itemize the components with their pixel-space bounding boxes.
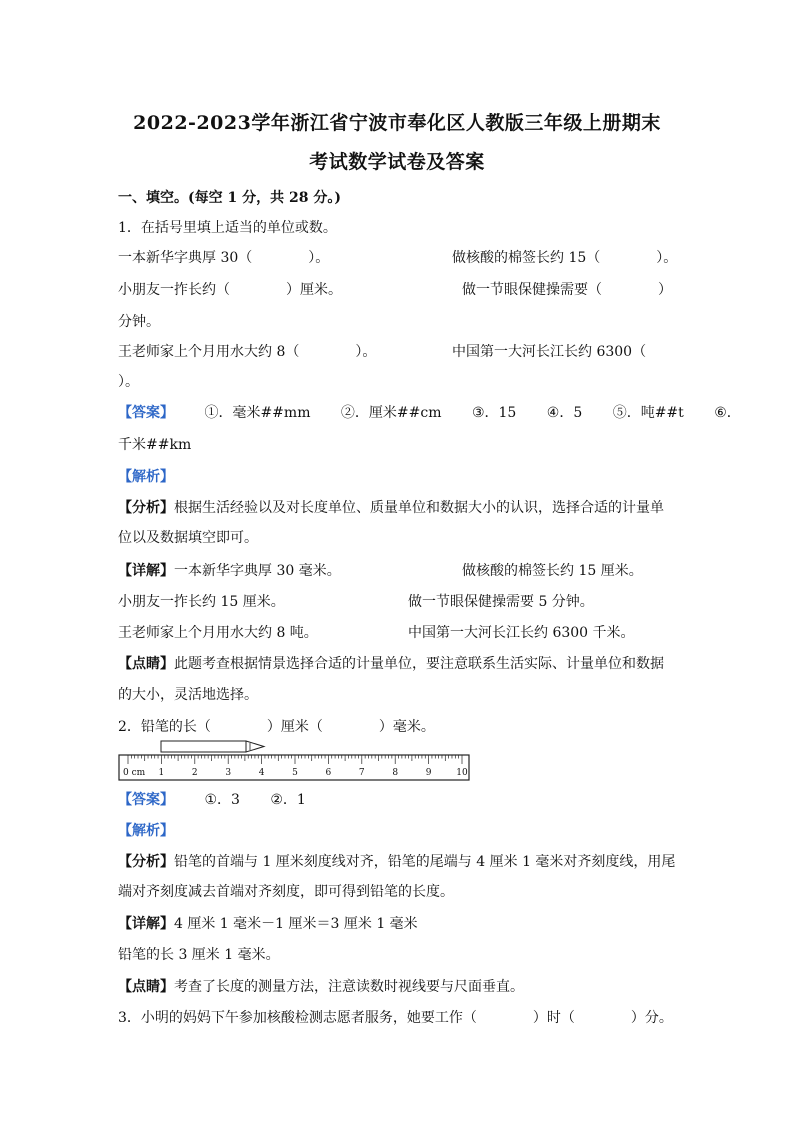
q2-xiangjie-line-2: 铅笔的长 3 厘米 1 毫米。 <box>118 947 280 963</box>
q1-xiangjie-c-left: 王老师家上个月用水大约 8 吨。 <box>118 625 318 641</box>
q3-stem: 3．小明的妈妈下午参加核酸检测志愿者服务，她要工作（ ）时（ ）分。 <box>118 1010 673 1026</box>
answer-item: ⑤．吨##t <box>612 405 684 421</box>
q2-stem: 2．铅笔的长（ ）厘米（ ）毫米。 <box>118 719 435 735</box>
fenxi-text: 根据生活经验以及对长度单位、质量单位和数据大小的认识，选择合适的计量单 <box>174 500 664 516</box>
q1-item-a-right: 做核酸的棉签长约 15（ ）。 <box>452 250 678 266</box>
q1-xiangjie-c-right: 中国第一大河长江长约 6300 千米。 <box>408 625 635 641</box>
fenxi-text: 铅笔的首端与 1 厘米刻度线对齐，铅笔的尾端与 4 厘米 1 毫米对齐刻度线，用尾 <box>174 854 676 870</box>
answer-item: ③．15 <box>471 405 517 421</box>
answer-item: ④．5 <box>546 405 583 421</box>
q1-item-c-right: 中国第一大河长江长约 6300（ <box>452 344 647 360</box>
q1-answer-cont: 千米##km <box>118 437 192 453</box>
q1-xiangjie-a-right: 做核酸的棉签长约 15 厘米。 <box>462 563 643 579</box>
ruler-tick-label: 6 <box>325 768 332 778</box>
answer-item: ①．3 <box>204 792 240 808</box>
fenxi-tag: 【分析】 <box>118 854 174 870</box>
answer-tag: 【答案】 <box>118 792 174 808</box>
q2-xiangjie-line-1 <box>118 914 418 934</box>
ruler-tick-label: 9 <box>425 768 432 778</box>
q1-analysis-tag: 【解析】 <box>118 469 174 485</box>
q1-item-c-cont: ）。 <box>118 374 139 390</box>
ruler-tick-label: 3 <box>225 768 232 778</box>
xiangjie-tag: 【详解】 <box>118 916 174 932</box>
ruler-unit-label: 0 cm <box>123 768 146 778</box>
q2-analysis-tag: 【解析】 <box>118 823 174 839</box>
q1-item-c-left: 王老师家上个月用水大约 8（ ）。 <box>118 344 377 360</box>
q1-answer-line <box>118 403 741 423</box>
xiangjie-text: 一本新华字典厚 30 毫米。 <box>174 563 341 579</box>
xiangjie-text: 4 厘米 1 毫米－1 厘米＝3 厘米 1 毫米 <box>174 916 418 932</box>
q1-item-b-left: 小朋友一拃长约（ ）厘米。 <box>118 282 342 298</box>
fenxi-tag: 【分析】 <box>118 500 174 516</box>
q1-stem: 1．在括号里填上适当的单位或数。 <box>118 220 337 236</box>
document-title-line-2: 考试数学试卷及答案 <box>309 151 485 173</box>
ruler-tick-label: 7 <box>358 768 365 778</box>
dianjing-tag: 【点睛】 <box>118 656 174 672</box>
q1-xiangjie-b-left: 小朋友一拃长约 15 厘米。 <box>118 594 285 610</box>
xiangjie-tag: 【详解】 <box>118 563 174 579</box>
q1-dianjing-line-2: 的大小，灵活地选择。 <box>118 687 258 703</box>
answer-item: ⑥． <box>714 405 741 421</box>
ruler-tick-label: 4 <box>258 768 265 778</box>
ruler-tick-label: 5 <box>292 768 298 778</box>
q1-dianjing-line-1 <box>118 654 664 674</box>
ruler-tick-label: 1 <box>158 768 165 778</box>
dianjing-tag: 【点睛】 <box>118 979 174 995</box>
answer-item: ②．厘米##cm <box>340 405 442 421</box>
dianjing-text: 此题考查根据情景选择合适的计量单位，要注意联系生活实际、计量单位和数据 <box>174 656 664 672</box>
answer-tag: 【答案】 <box>118 405 174 421</box>
q1-item-b-cont: 分钟。 <box>118 314 160 330</box>
q1-fenxi-line-1 <box>118 498 664 518</box>
ruler-tick-label: 8 <box>392 768 399 778</box>
answer-item: ②．1 <box>270 792 306 808</box>
section-heading: 一、填空。(每空 1 分，共 28 分。) <box>118 190 341 206</box>
q2-dianjing-line <box>118 977 524 997</box>
ruler-with-pencil <box>118 740 472 784</box>
ruler-tick-label: 2 <box>191 768 198 778</box>
q1-xiangjie-line-a <box>118 561 341 581</box>
document-title-line-1: 2022-2023学年浙江省宁波市奉化区人教版三年级上册期末 <box>133 112 661 134</box>
q2-fenxi-line-2: 端对齐刻度减去首端对齐刻度，即可得到铅笔的长度。 <box>118 884 454 900</box>
q1-item-b-right: 做一节眼保健操需要（ ） <box>462 282 672 298</box>
q1-item-a-left: 一本新华字典厚 30（ ）。 <box>118 250 330 266</box>
ruler-tick-label: 10 <box>456 768 468 778</box>
pencil <box>161 741 264 752</box>
answer-item: ①．毫米##mm <box>204 405 311 421</box>
q2-answer-line <box>118 790 306 810</box>
q2-fenxi-line-1 <box>118 852 675 872</box>
q1-xiangjie-b-right: 做一节眼保健操需要 5 分钟。 <box>408 594 594 610</box>
dianjing-text: 考查了长度的测量方法，注意读数时视线要与尺面垂直。 <box>174 979 524 995</box>
q1-fenxi-line-2: 位以及数据填空即可。 <box>118 530 258 546</box>
